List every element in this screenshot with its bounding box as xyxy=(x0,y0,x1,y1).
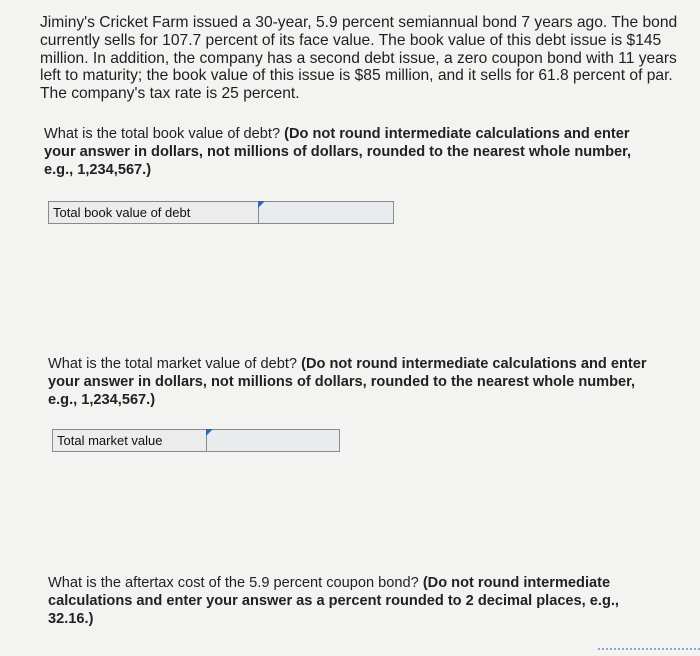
answer-field-dotted-edge xyxy=(598,648,700,650)
answer-label: Total book value of debt xyxy=(48,201,258,224)
answer-row-book-value xyxy=(48,201,394,224)
question-aftertax-cost xyxy=(48,574,658,628)
question-market-value xyxy=(48,355,648,409)
question-prompt: What is the total book value of debt? xyxy=(44,126,285,142)
question-instruction: (Do not round intermediate calculations and enter your answer in dollars, not millions of dollars, rounded to the nearest whole number, e.g., 1,234,567.) xyxy=(48,356,647,408)
question-instruction: (Do not round intermediate calculations and enter your answer as a percent rounded to 2 decimal places, e.g., 32.16.) xyxy=(48,575,619,627)
answer-input-container xyxy=(258,201,394,224)
answer-row-market-value xyxy=(52,429,340,452)
problem-statement: Jiminy's Cricket Farm issued a 30-year, 5.9 percent semiannual bond 7 years ago. The bond currently sells for 107.7 percent of its face value. The book value of this debt issue is $145 million. In addition, the company has a second debt issue, a zero coupon bond with 11 years left to maturity; the book value of this issue is $85 million, and it sells for 61.8 percent of par. The company's tax rate is 25 percent. xyxy=(40,14,678,103)
answer-label: Total market value xyxy=(52,429,206,452)
total-book-value-input[interactable] xyxy=(258,201,394,224)
question-book-value xyxy=(44,125,644,179)
question-instruction: (Do not round intermediate calculations and enter your answer in dollars, not millions of dollars, rounded to the nearest whole number, e.g., 1,234,567.) xyxy=(44,126,632,178)
answer-input-container xyxy=(206,429,340,452)
total-market-value-input[interactable] xyxy=(206,429,340,452)
question-prompt: What is the total market value of debt? xyxy=(48,356,302,372)
question-prompt: What is the aftertax cost of the 5.9 percent coupon bond? xyxy=(48,575,423,591)
